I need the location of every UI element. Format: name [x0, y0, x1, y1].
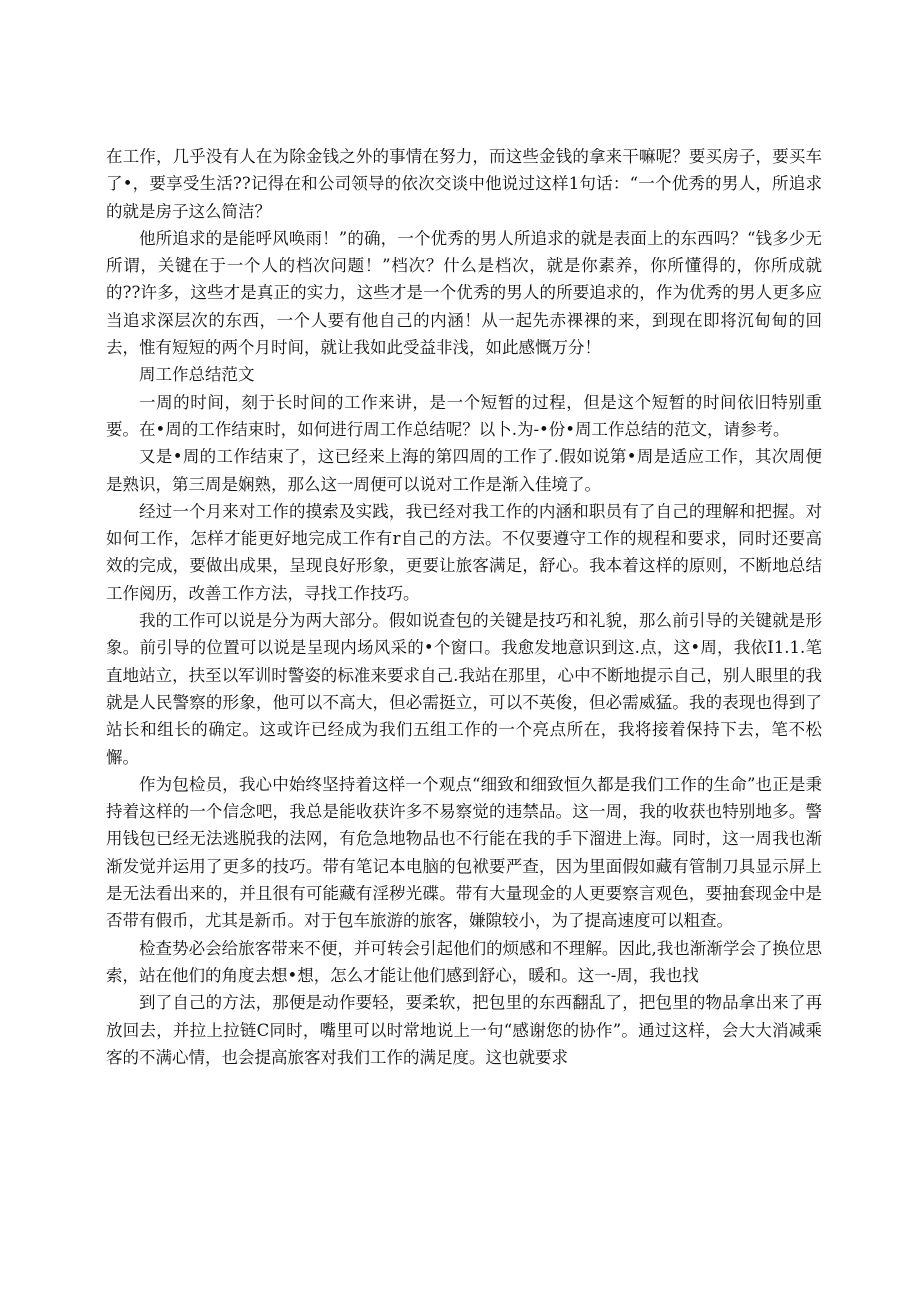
paragraph-9: 检查势必会给旅客带来不便，并可转会引起他们的烦感和不理解。因此,我也渐渐学会了换位思索，站在他们的角度去想•想，怎么才能让他们感到舒心，暖和。这一-周，我也找 [106, 938, 822, 985]
paragraph-10: 到了自己的方法，那便是动作要轻，要柔软，把包里的东西翻乱了，把包里的物品拿出来了再放回去，并拉上拉链C同时，嘴里可以时常地说上一句“感谢您的协作”。通过这样，会大大消减乘客的不满心情，也会提高旅客对我们工作的满足度。这也就要求 [106, 993, 822, 1067]
paragraph-7: 我的工作可以说是分为两大部分。假如说查包的关键是技巧和礼貌，那么前引导的关键就是形象。前引导的位置可以说是呈现内场风采的•个窗口。我愈发地意识到这.点，这•周，我依I1.1.笔直地站立，扶至以军训时警姿的标准来要求自己.我站在那里，心中不断地提示自己，别人眼里的我就是人民警察的形象，他可以不高大，但必需挺立，可以不英俊，但必需威猛。我的表现也得到了站长和组长的确定。这或许已经成为我们五组工作的一个亮点所在，我将接着保持下去，笔不松懈。 [106, 611, 822, 767]
paragraph-6: 经过一个月来对工作的摸索及实践，我已经对我工作的内涵和职员有了自己的理解和把握。对如何工作，怎样才能更好地完成工作有r自己的方法。不仅要遵守工作的规程和要求，同时还要高效的完成，要做出成果，呈现良好形象，更要让旅客满足，舒心。我本着这样的原则，不断地总结工作阅历，改善工作方法，寻找工作技巧。 [106, 501, 822, 603]
document-body [106, 143, 822, 1071]
paragraph-4: 一周的时间，刻于长时间的工作来讲，是一个短暂的过程，但是这个短暂的时间依旧特别重要。在•周的工作结束时，如何进行周工作总结呢？以卜.为-•份•周工作总结的范文，请参考。 [106, 392, 822, 439]
paragraph-8: 作为包检员，我心中始终坚持着这样一个观点“细致和细致恒久都是我们工作的生命”也正是秉持着这样的一个信念吧，我总是能收获许多不易察觉的违禁品。这一周，我的收获也特别地多。警用钱包已经无法逃脱我的法网，有危急地物品也不行能在我的手下溜进上海。同时，这一周我也渐渐发觉并运用了更多的技巧。带有笔记本电脑的包袱要严查，因为里面假如藏有管制刀具显示屏上是无法看出来的，并且很有可能藏有淫秽光碟。带有大量现金的人更要察言观色，要抽套现金中是否带有假币，尤其是新币。对于包车旅游的旅客，嫌隙较小，为了提高速度可以粗查。 [106, 774, 822, 931]
paragraph-2: 他所追求的是能呼风唤雨！”的确，一个优秀的男人所追求的就是表面上的东西吗？“钱多少无所谓，关键在于一个人的档次问题！”档次？什么是档次，就是你素养，你所懂得的，你所成就的??许多，这些才是真正的实力，这些才是一个优秀的男人的所要追求的，作为优秀的男人更多应当追求深层次的东西，一个人要有他自己的内涵！从一起先赤祼祼的来，到现在即将沉甸甸的回去，惟有短短的两个月时间，就让我如此受益非浅，如此感慨万分！ [106, 228, 822, 358]
section-heading: 周工作总结范文 [139, 365, 255, 385]
paragraph-5: 又是•周的工作结束了，这已经来上海的第四周的工作了.假如说第•周是适应工作，其次周便是熟识，第三周是娴熟，那么这一周便可以说对工作是渐入佳境了。 [106, 447, 822, 494]
paragraph-1: 在工作，几乎没有人在为除金钱之外的事情在努力，而这些金钱的拿来干嘛呢？要买房子，要买车了•，要享受生活??记得在和公司领导的依次交谈中他说过这样1句话：“一个优秀的男人，所追求的就是房子这么简洁？ [106, 147, 822, 221]
